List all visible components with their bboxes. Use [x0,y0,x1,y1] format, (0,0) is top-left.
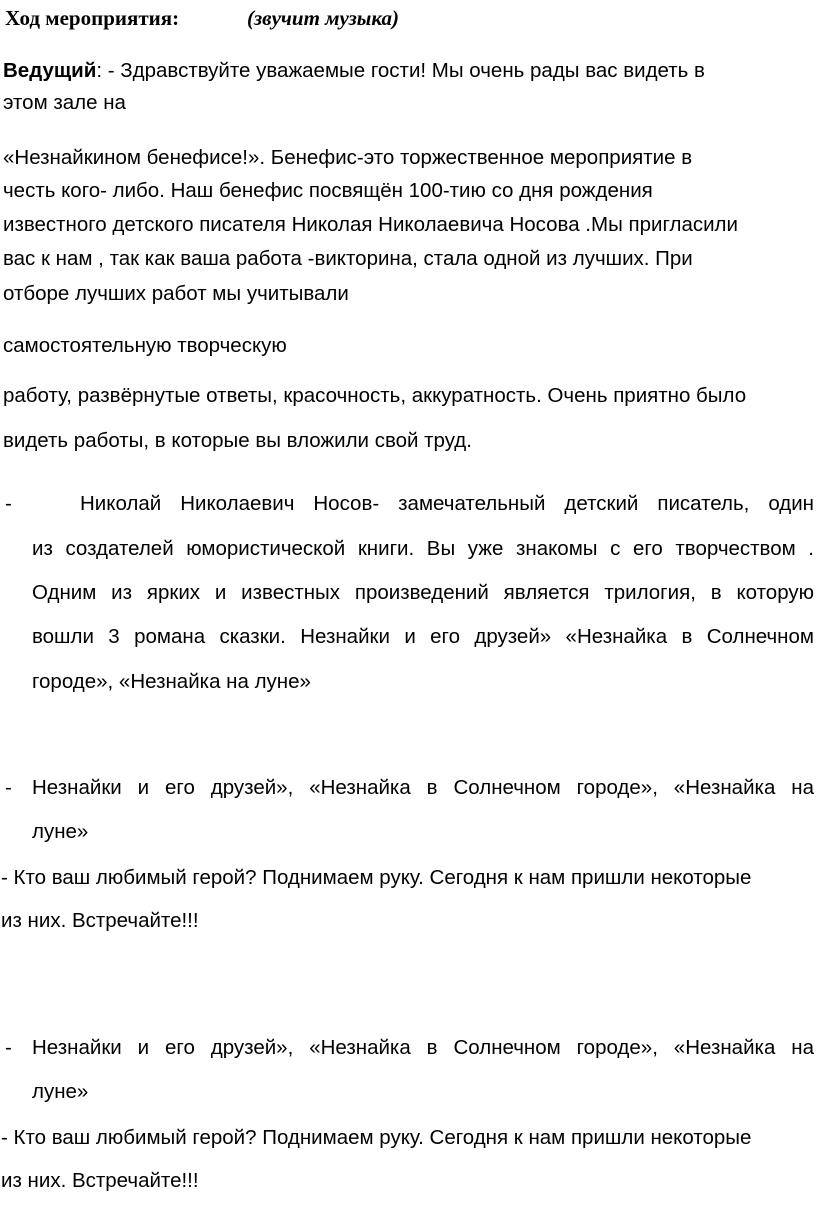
list-item-line: луне» [32,1080,89,1103]
paragraph-line: самостоятельную творческую [3,334,287,357]
list-item-line: из создателей юмористической книги. Вы уже знакомы с его творчеством . [32,537,814,560]
paragraph-line: видеть работы, в которые вы вложили свой труд. [3,429,472,452]
paragraph-line: известного детского писателя Николая Николаевича Носова .Мы пригласили [3,213,738,236]
paragraph-line: вас к нам , так как ваша работа -викторина, стала одной из лучших. При [3,247,693,270]
list-item-line: Николай Николаевич Носов- замечательный детский писатель, один [80,492,814,515]
list-dash: - [5,776,12,799]
list-item-line: Незнайки и его друзей», «Незнайка в Солнечном городе», «Незнайка на [32,776,814,799]
question-line: - Кто ваш любимый герой? Поднимаем руку. Сегодня к нам пришли некоторые [1,866,752,889]
music-note: (звучит музыка) [247,6,399,30]
list-item-line: луне» [32,820,89,843]
intro-line-2: этом зале на [3,91,126,114]
list-item-line: городе», «Незнайка на луне» [32,670,311,693]
question-line: из них. Встречайте!!! [1,909,199,932]
paragraph-line: работу, развёрнутые ответы, красочность, аккуратность. Очень приятно было [3,384,747,407]
list-item-line: Незнайки и его друзей», «Незнайка в Солнечном городе», «Незнайка на [32,1036,814,1059]
paragraph-line: «Незнайкином бенефисе!». Бенефис-это торжественное мероприятие в [3,146,693,169]
intro-line-1 [3,58,705,84]
question-line: - Кто ваш любимый герой? Поднимаем руку. Сегодня к нам пришли некоторые [1,1126,752,1149]
list-item-line: вошли 3 романа сказки. Незнайки и его друзей» «Незнайка в Солнечном [32,625,814,648]
list-item-line: Одним из ярких и известных произведений является трилогия, в которую [32,581,814,604]
list-dash: - [5,492,12,515]
greeting-text: : - Здравствуйте уважаемые гости! Мы очень рады вас видеть в [96,59,705,82]
speaker-label: Ведущий [3,59,97,82]
list-dash: - [5,1036,12,1059]
question-line: из них. Встречайте!!! [1,1169,199,1192]
event-heading: Ход мероприятия: [5,6,180,30]
paragraph-line: отборе лучших работ мы учитывали [3,282,349,305]
paragraph-line: честь кого- либо. Наш бенефис посвящён 100-тию со дня рождения [3,179,653,202]
